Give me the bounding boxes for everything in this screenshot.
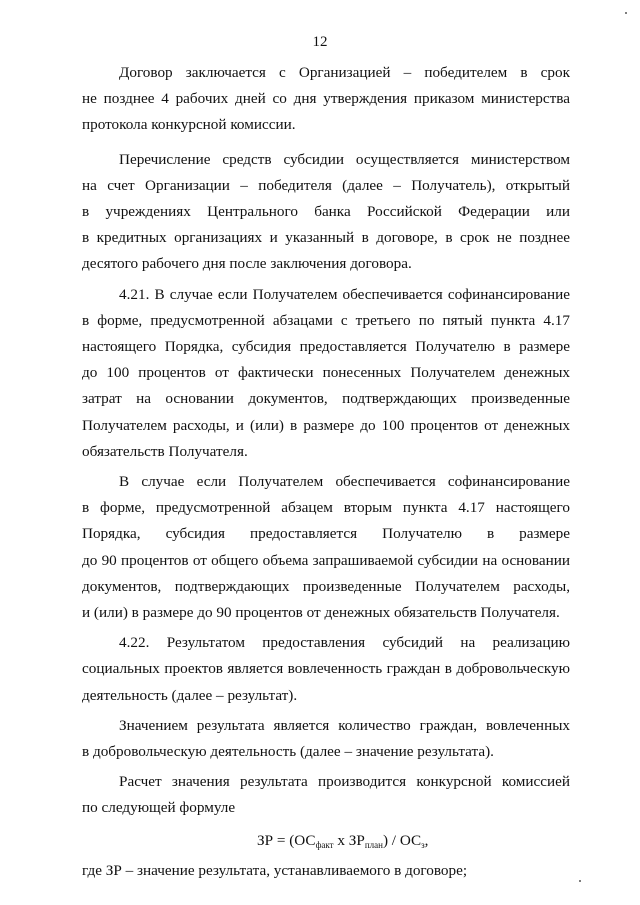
text-line: в добровольческую деятельность (далее – значение результата).	[82, 743, 494, 761]
text-line: Договор заключается с Организацией – победителем в срок	[119, 64, 570, 81]
paragraph-cofinancing-90	[82, 469, 570, 626]
text-line: десятого рабочего дня после заключения договора.	[82, 255, 412, 273]
formula-subscript: з	[421, 839, 425, 850]
paragraph-subsidy-transfer	[82, 147, 570, 278]
text-line: документов, подтверждающих произведенные Получателем расходы,	[82, 577, 570, 595]
paragraph-calculation	[82, 769, 570, 821]
formula-subscript: факт	[315, 839, 334, 850]
paragraph-result-value	[82, 713, 570, 765]
text-line: Порядка, субсидия предоставляется Получателю в размере	[82, 525, 570, 543]
text-line: Получателем расходы, и (или) в размере до 100 процентов от денежных	[82, 416, 570, 434]
scan-speck	[625, 12, 627, 14]
paragraph-4-21	[82, 282, 570, 465]
scan-speck	[579, 880, 581, 882]
text-line: где ЗР – значение результата, устанавливаемого в договоре;	[82, 861, 468, 879]
page-number: 12	[312, 34, 328, 50]
text-line: в форме, предусмотренной абзацами с третьего по пятый пункта 4.17	[82, 311, 570, 329]
paragraph-contract-term	[82, 60, 570, 139]
text-line: и (или) в размере до 90 процентов от денежных обязательств Получателя.	[82, 604, 560, 622]
formula-part: х ЗР	[333, 831, 365, 849]
text-line: деятельность (далее – результат).	[82, 686, 298, 704]
text-line: протокола конкурсной комиссии.	[82, 116, 296, 134]
text-line: Перечисление средств субсидии осуществляется министерством	[119, 150, 570, 168]
paragraph-4-22	[82, 630, 570, 709]
text-line: в учреждениях Центрального банка Российской Федерации или	[82, 203, 570, 221]
text-line: до 100 процентов от фактически понесенных Получателем денежных	[82, 364, 570, 382]
formula-part: ,	[424, 831, 429, 849]
formula-part: ) / ОС	[382, 831, 422, 849]
formula-part: ЗР = (ОС	[257, 831, 316, 849]
text-line: в форме, предусмотренной абзацем вторым пункта 4.17 настоящего	[82, 499, 570, 517]
text-line: до 90 процентов от общего объема запрашиваемой субсидии на основании	[82, 551, 570, 569]
formula-subscript: план	[364, 839, 383, 850]
text-line: социальных проектов является вовлеченность граждан в добровольческую	[82, 660, 570, 678]
document-body	[82, 60, 570, 884]
formula	[82, 828, 570, 854]
text-line: по следующей формуле	[82, 799, 236, 817]
text-line: обязательств Получателя.	[82, 442, 248, 460]
paragraph-definition	[82, 858, 570, 884]
text-line: затрат на основании документов, подтверждающих произведенные	[82, 390, 570, 408]
text-line: 4.22. Результатом предоставления субсидий на реализацию	[119, 634, 570, 652]
text-line: настоящего Порядка, субсидия предоставляется Получателю в размере	[82, 338, 570, 356]
text-line: в кредитных организациях и указанный в договоре, в срок не позднее	[82, 229, 570, 247]
result-formula	[82, 828, 570, 854]
text-line: 4.21. В случае если Получателем обеспечивается софинансирование	[119, 285, 570, 303]
text-line: В случае если Получателем обеспечивается софинансирование	[119, 473, 570, 491]
text-line: не позднее 4 рабочих дней со дня утверждения приказом министерства	[82, 90, 570, 108]
text-line: на счет Организации – победителя (далее – Получатель), открытый	[82, 176, 570, 194]
text-line: Расчет значения результата производится конкурсной комиссией	[119, 773, 570, 791]
text-line: Значением результата является количество граждан, вовлеченных	[119, 716, 570, 734]
